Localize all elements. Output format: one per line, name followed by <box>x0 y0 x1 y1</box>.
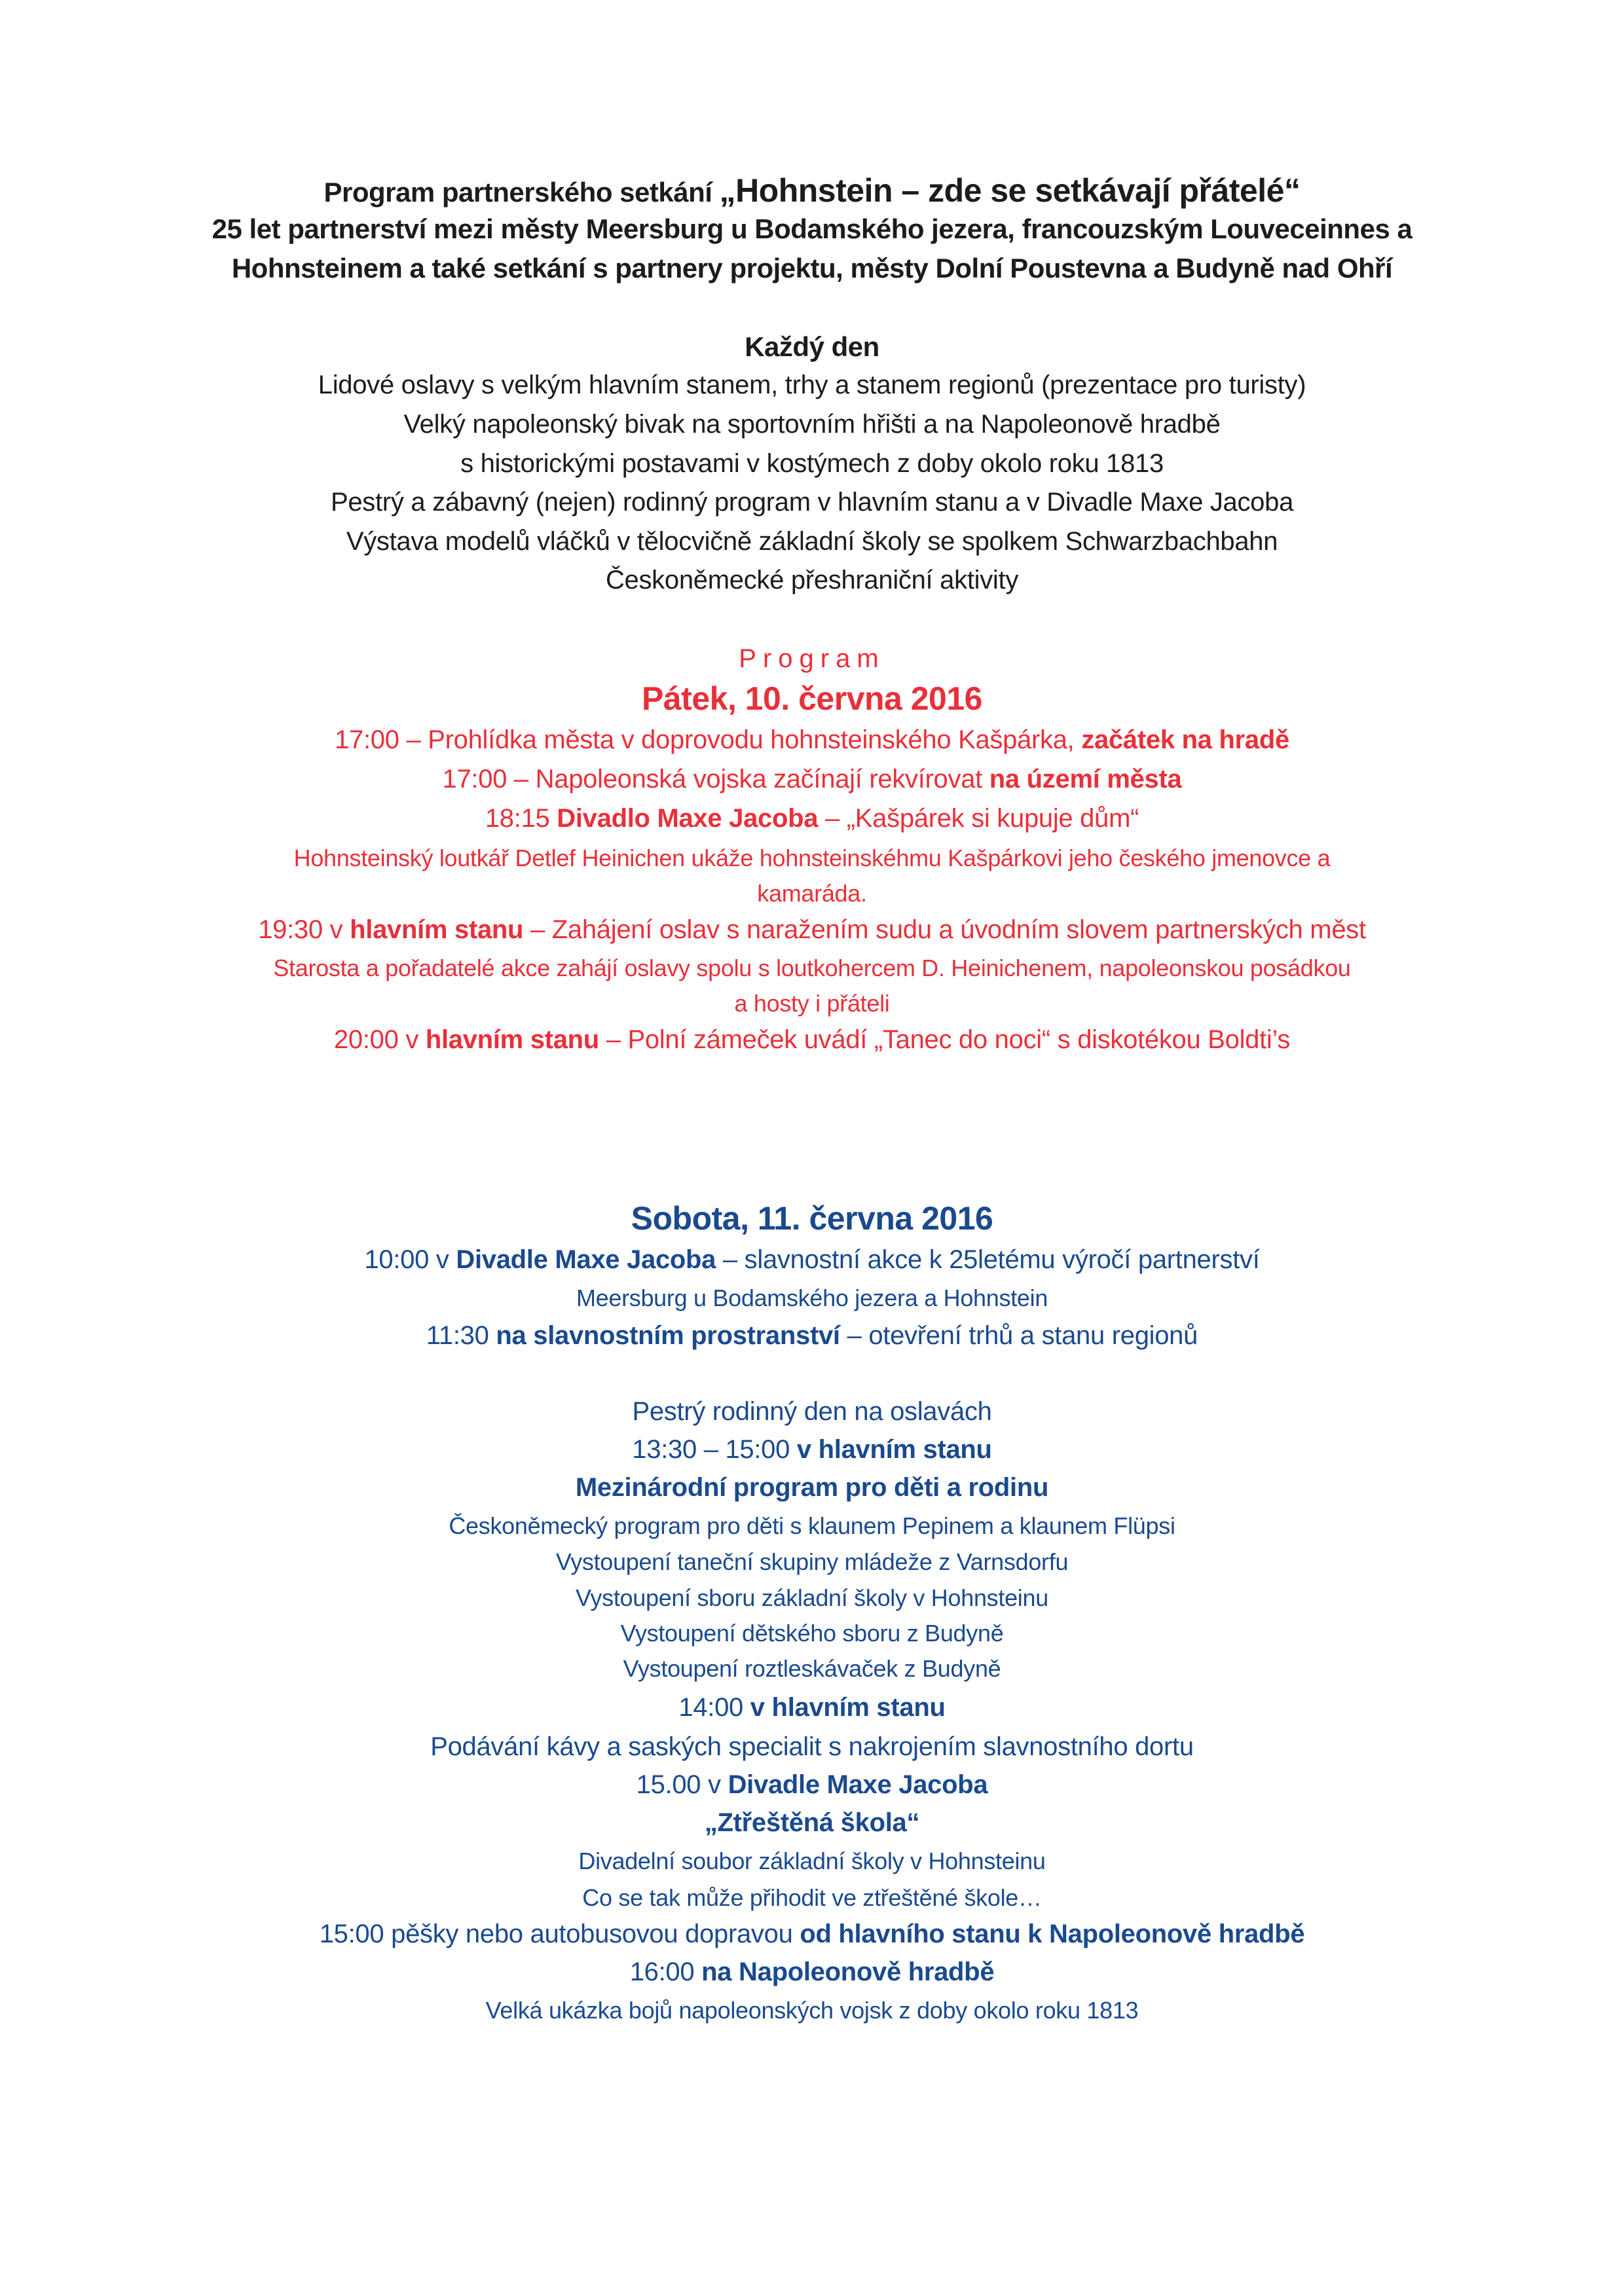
saturday-item-desc: Vystoupení dětského sboru z Budyně <box>620 1620 1004 1647</box>
saturday-subheading: Mezinárodní program pro děti a rodinu <box>575 1473 1049 1502</box>
saturday-item-desc: Velká ukázka bojů napoleonských vojsk z doby okolo roku 1813 <box>485 1997 1139 2024</box>
every-day-item: Českoněmecké přeshraniční aktivity <box>605 566 1019 594</box>
item-location: na slavnostním prostranství <box>496 1321 840 1350</box>
item-text: – Polní zámeček uvádí „Tanec do noci“ s diskotékou Boldti’s <box>599 1025 1291 1054</box>
item-text: – „Kašpárek si kupuje dům“ <box>818 804 1139 833</box>
friday-item-desc: kamaráda. <box>757 880 867 907</box>
every-day-item: Lidové oslavy s velkým hlavním stanem, trhy a stanem regionů (prezentace pro turisty) <box>318 371 1306 399</box>
item-location: Divadlo Maxe Jacoba <box>557 804 819 833</box>
item-location: v hlavním stanu <box>796 1435 992 1464</box>
item-location: Divadle Maxe Jacoba <box>456 1245 716 1274</box>
item-location: na Napoleonově hradbě <box>701 1958 995 1986</box>
every-day-item: Pestrý a zábavný (nejen) rodinný program v hlavním stanu a v Divadle Maxe Jacoba <box>330 488 1294 517</box>
subtitle-line-2: Hohnsteinem a také setkání s partnery projektu, městy Dolní Poustevna a Budyně nad Ohří <box>231 253 1393 283</box>
saturday-item <box>0 1770 1624 1800</box>
saturday-item-desc: Vystoupení taneční skupiny mládeže z Varnsdorfu <box>555 1548 1069 1575</box>
item-location: na území města <box>989 765 1182 793</box>
item-time: 16:00 <box>629 1958 702 1986</box>
item-time: 13:30 – 15:00 <box>632 1435 797 1464</box>
saturday-item-desc: Divadelní soubor základní školy v Hohnsteinu <box>578 1848 1046 1874</box>
friday-item <box>0 765 1624 794</box>
friday-item-desc: Starosta a pořadatelé akce zahájí oslavy spolu s loutkohercem D. Heinichenem, napoleonskou posádkou <box>273 955 1351 981</box>
title-main: „Hohnstein – zde se setkávají přátelé“ <box>719 172 1301 209</box>
friday-title: Pátek, 10. června 2016 <box>642 680 982 717</box>
item-location: hlavním stanu <box>350 915 524 944</box>
every-day-item: s historickými postavami v kostýmech z doby okolo roku 1813 <box>460 449 1164 478</box>
item-text: 17:00 – Napoleonská vojska začínají rekvírovat <box>442 765 989 793</box>
friday-item-desc: a hosty i přáteli <box>734 990 890 1017</box>
saturday-item-desc: Meersburg u Bodamského jezera a Hohnstein <box>576 1285 1048 1311</box>
saturday-title: Sobota, 11. června 2016 <box>631 1200 993 1237</box>
item-time: 20:00 v <box>333 1025 426 1054</box>
item-location: hlavním stanu <box>425 1025 599 1054</box>
saturday-show-title: „Ztřeštěná škola“ <box>704 1808 920 1837</box>
item-text: – otevření trhů a stanu regionů <box>840 1321 1198 1350</box>
every-day-item: Velký napoleonský bivak na sportovním hřišti a na Napoleonově hradbě <box>403 410 1221 439</box>
document-title <box>0 172 1624 210</box>
saturday-item <box>0 1920 1624 1949</box>
title-prefix: Program partnerského setkání <box>323 177 720 208</box>
program-label: Program <box>739 644 885 673</box>
saturday-item-desc: Českoněmecký program pro děti s klaunem Pepinem a klaunem Flüpsi <box>449 1512 1175 1539</box>
item-time: 15.00 v <box>636 1770 728 1799</box>
every-day-item: Výstava modelů vláčků v tělocvičně základní školy se spolkem Schwarzbachbahn <box>346 527 1278 556</box>
item-time: 10:00 v <box>364 1245 456 1274</box>
item-text: 15:00 pěšky nebo autobusovou dopravou <box>319 1920 800 1948</box>
item-location: od hlavního stanu k Napoleonově hradbě <box>800 1920 1305 1948</box>
item-time: 14:00 <box>678 1693 750 1722</box>
friday-item-desc: Hohnsteinský loutkář Detlef Heinichen ukáže hohnsteinskéhmu Kašpárkovi jeho českého jmenovce a <box>293 845 1331 871</box>
item-text: – slavnostní akce k 25letému výročí partnerství <box>716 1245 1260 1274</box>
saturday-item-desc: Podávání kávy a saských specialit s nakrojením slavnostního dortu <box>430 1732 1194 1761</box>
friday-item <box>0 915 1624 945</box>
item-time: 19:30 v <box>258 915 350 944</box>
saturday-item-desc: Vystoupení roztleskávaček z Budyně <box>623 1655 1001 1682</box>
saturday-item <box>0 1245 1624 1275</box>
every-day-heading: Každý den <box>745 331 879 362</box>
saturday-item <box>0 1958 1624 1987</box>
item-location: Divadle Maxe Jacoba <box>728 1770 988 1799</box>
friday-item <box>0 725 1624 755</box>
saturday-item-desc: Pestrý rodinný den na oslavách <box>632 1397 992 1426</box>
item-time: 18:15 <box>485 804 557 833</box>
subtitle-line-1: 25 let partnerství mezi městy Meersburg u Bodamského jezera, francouzským Louveceinnes a <box>212 213 1412 244</box>
item-time: 11:30 <box>426 1321 496 1350</box>
saturday-item <box>0 1693 1624 1722</box>
item-text: – Zahájení oslav s naražením sudu a úvodním slovem partnerských měst <box>523 915 1366 944</box>
friday-item <box>0 1025 1624 1055</box>
saturday-item-desc: Co se tak může přihodit ve ztřeštěné škole… <box>582 1884 1042 1911</box>
item-text: 17:00 – Prohlídka města v doprovodu hohnsteinského Kašpárka, <box>335 725 1082 754</box>
friday-item <box>0 804 1624 833</box>
saturday-item <box>0 1321 1624 1351</box>
saturday-item-desc: Vystoupení sboru základní školy v Hohnsteinu <box>576 1584 1048 1611</box>
saturday-item <box>0 1435 1624 1465</box>
item-location: v hlavním stanu <box>750 1693 946 1722</box>
item-location: začátek na hradě <box>1081 725 1289 754</box>
